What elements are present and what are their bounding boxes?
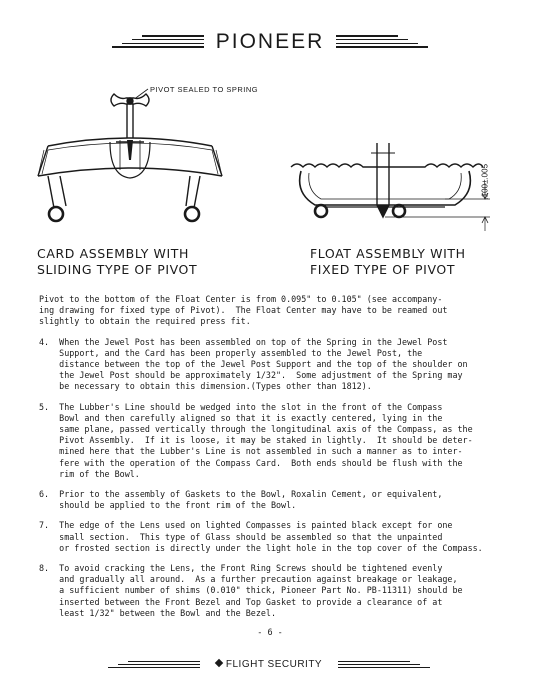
header-rule-left — [112, 35, 204, 51]
float-assembly-caption-line1: FLOAT ASSEMBLY WITH — [310, 246, 466, 261]
card-assembly-drawing — [30, 80, 250, 230]
pivot-callout-label: PIVOT SEALED TO SPRING — [150, 85, 259, 94]
float-assembly-caption-line2: FIXED TYPE OF PIVOT — [310, 262, 456, 277]
page-footer — [0, 657, 540, 673]
page-number: - 6 - — [257, 628, 283, 638]
instruction-item-7: 7. The edge of the Lens used on lighted Compasses is painted black except for one small section. This type of Glass should be assembled so that the unpainted or frosted section is directly under the light hole in the top cover of the Compass. — [39, 520, 483, 553]
diamond-icon — [215, 659, 223, 667]
instruction-item-6: 6. Prior to the assembly of Gaskets to the Bowl, Roxalin Cement, or equivalent, should be applied to the front rim of the Bowl. — [39, 489, 443, 511]
footer-rule-left — [108, 661, 200, 671]
footer-slogan — [200, 659, 338, 670]
instruction-item-5: 5. The Lubber's Line should be wedged into the slot in the front of the Compass Bowl and then carefully aligned so that it is exactly centered, lying in the same plane, passed vertically through the longitudinal axis of the Compass, as the Pivot Assembly. If it is loose, it may be staked in lightly. It should be deter- mined here that the Lubber's Line is not assembled in such a manner as to inter- fere with the operation of the Compass Card. Both ends should be flush with the rim of the Bowl. — [39, 401, 473, 479]
float-assembly-caption — [310, 246, 466, 278]
intro-paragraph: Pivot to the bottom of the Float Center is from 0.095" to 0.105" (see accompany- ing drawing for fixed type of Pivot). The Float Center may have to be reamed out slightly to obtain the required press fit. — [39, 294, 448, 327]
footer-slogan-text: FLIGHT SECURITY — [225, 659, 323, 670]
card-assembly-caption-line1: CARD ASSEMBLY WITH — [37, 246, 190, 261]
brand-title: PIONEER — [215, 30, 325, 53]
header-rule-right — [336, 35, 428, 51]
card-assembly-caption — [37, 246, 197, 278]
float-dimension-label: .100±.005 — [480, 163, 490, 200]
instruction-item-4: 4. When the Jewel Post has been assembled on top of the Spring in the Jewel Post Support, and the Card has been properly assembled to the Jewel Post, the distance between the top of the Jewel Post Support and the top of the shoulder on the Jewel Post should be approximately 1/32". Some adjustment of the Spring may be necessary to obtain this dimension.(Types other than 1812). — [39, 336, 468, 392]
instructions-body — [39, 294, 509, 628]
instruction-item-8: 8. To avoid cracking the Lens, the Front Ring Screws should be tightened evenly and gradually all around. As a further precaution against breakage or leakage, a sufficient number of shims (0.010" thick, Pioneer Part No. PB-11311) should be inserted between the Front Bezel and Top Gasket to provide a clearance of at least 1/32" between the Bowl and the Bezel. — [39, 563, 463, 618]
card-assembly-caption-line2: SLIDING TYPE OF PIVOT — [37, 262, 198, 277]
page-header — [0, 28, 540, 58]
footer-rule-right — [338, 661, 430, 671]
